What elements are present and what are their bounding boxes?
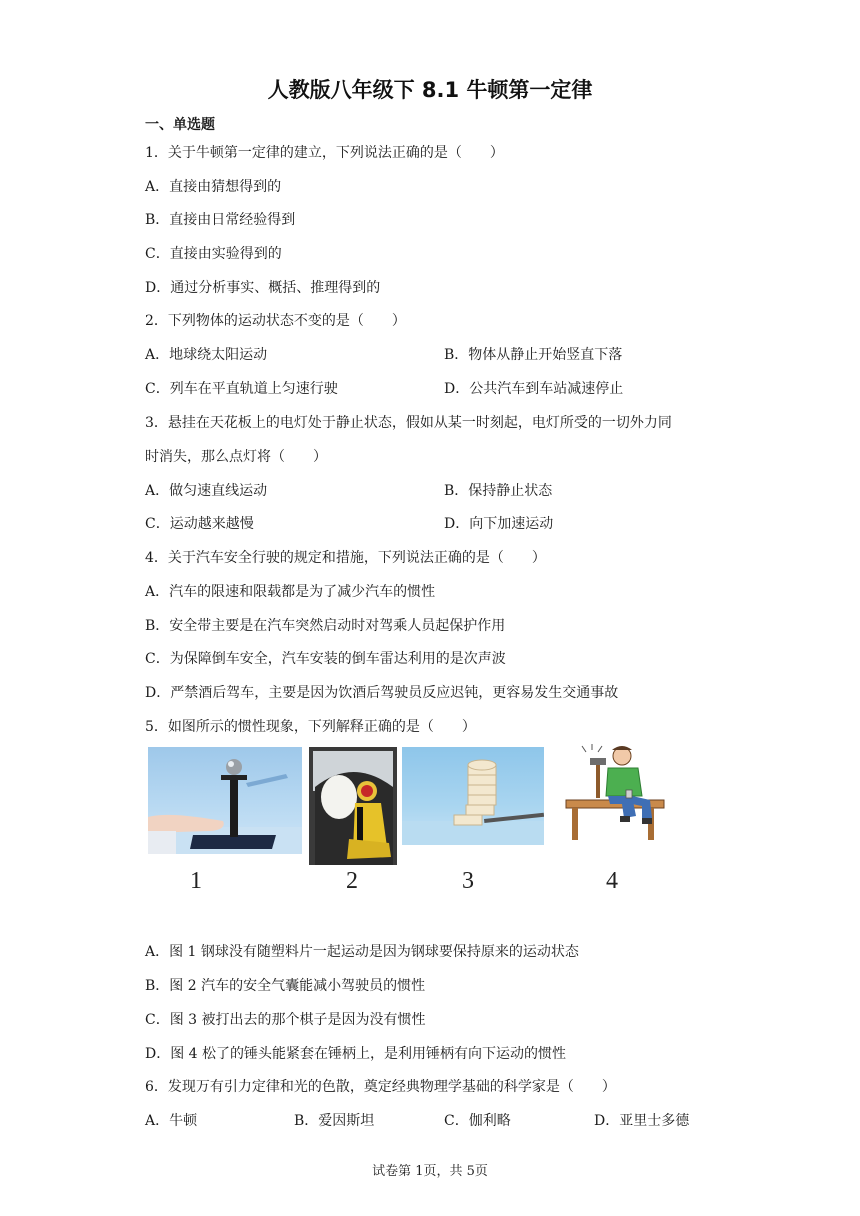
q3-option-a: A．做匀速直线运动 [145,483,268,499]
q5-option-d: D．图 4 松了的锤头能紧套在锤柄上，是利用锤柄有向下运动的惯性 [145,1046,567,1062]
q2-stem: 2．下列物体的运动状态不变的是（ ） [145,313,406,329]
q3-option-b: B．保持静止状态 [444,483,553,499]
page-title: 人教版八年级下 8.1 牛顿第一定律 [267,78,593,102]
q6-option-a: A．牛顿 [145,1113,198,1129]
q3-option-d: D．向下加速运动 [444,516,554,532]
q3-stem-line1: 3．悬挂在天花板上的电灯处于静止状态，假如从某一时刻起，电灯所受的一切外力同 [145,415,672,431]
figure-3-label: 3 [462,868,474,894]
q1-option-b: B．直接由日常经验得到 [145,212,296,228]
q4-option-c: C．为保障倒车安全，汽车安装的倒车雷达利用的是次声波 [145,651,506,667]
q5-option-b: B．图 2 汽车的安全气囊能减小驾驶员的惯性 [145,978,426,994]
q6-stem: 6．发现万有引力定律和光的色散，奠定经典物理学基础的科学家是（ ） [145,1079,616,1095]
q4-option-a: A．汽车的限速和限载都是为了减少汽车的惯性 [145,584,436,600]
q5-stem: 5．如图所示的惯性现象，下列解释正确的是（ ） [145,719,476,735]
q2-option-c: C．列车在平直轨道上匀速行驶 [145,381,338,397]
q6-option-c: C．伽利略 [444,1113,511,1129]
figure-4-hammer-handle [562,742,668,847]
q4-option-b: B．安全带主要是在汽车突然启动时对驾乘人员起保护作用 [145,618,506,634]
q2-option-a: A．地球绕太阳运动 [145,347,268,363]
figure-2-airbag-crash-test [309,747,397,865]
q5-option-a: A．图 1 钢球没有随塑料片一起运动是因为钢球要保持原来的运动状态 [145,944,579,960]
q5-option-c: C．图 3 被打出去的那个棋子是因为没有惯性 [145,1012,426,1028]
q2-option-b: B．物体从静止开始竖直下落 [444,347,623,363]
q4-option-d: D．严禁酒后驾车，主要是因为饮酒后驾驶员反应迟钝，更容易发生交通事故 [145,685,619,701]
q3-stem-line2: 时消失，那么点灯将（ ） [145,449,327,465]
q2-option-d: D．公共汽车到车站减速停止 [444,381,624,397]
figure-3-checker-stack [402,747,544,845]
section-heading: 一、单选题 [145,117,215,133]
q6-option-d: D．亚里士多德 [594,1113,690,1129]
q3-option-c: C．运动越来越慢 [145,516,254,532]
q1-option-c: C．直接由实验得到的 [145,246,282,262]
q4-stem: 4．关于汽车安全行驶的规定和措施，下列说法正确的是（ ） [145,550,546,566]
figure-1-ball-on-card [148,747,302,854]
page-footer: 试卷第 1页，共 5页 [372,1164,488,1179]
q1-option-a: A．直接由猜想得到的 [145,179,282,195]
q1-stem: 1．关于牛顿第一定律的建立，下列说法正确的是（ ） [145,145,504,161]
q6-option-b: B．爱因斯坦 [294,1113,375,1129]
figure-1-label: 1 [190,868,202,894]
q1-option-d: D．通过分析事实、概括、推理得到的 [145,280,381,296]
figure-4-label: 4 [606,868,618,894]
figure-2-label: 2 [346,868,358,894]
